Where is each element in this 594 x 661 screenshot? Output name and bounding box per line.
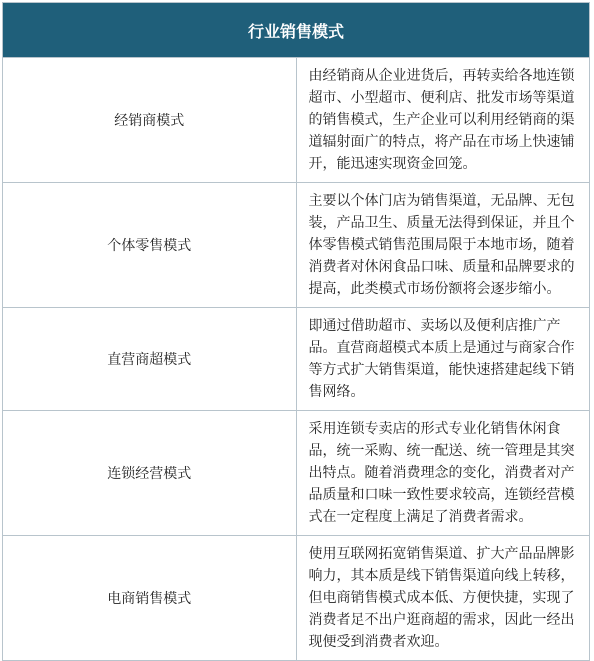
table-row <box>3 183 590 308</box>
row-desc-chain: 采用连锁专卖店的形式专业化销售休闲食品，统一采购、统一配送、统一管理是其突出特点。随着消费理念的变化，消费者对产品质量和口味一致性要求较高，连锁经营模式在一定程度上满足了消费者需求。 <box>296 411 590 536</box>
row-label-distributor: 经销商模式 <box>3 58 297 183</box>
row-label-individual-retail: 个体零售模式 <box>3 183 297 308</box>
table-header: 行业销售模式 <box>3 3 590 58</box>
table-row <box>3 58 590 183</box>
table-row <box>3 411 590 536</box>
sales-model-table <box>2 2 590 661</box>
sales-model-table-container <box>2 2 590 661</box>
table-row <box>3 536 590 661</box>
row-desc-direct-supermarket: 即通过借助超市、卖场以及便利店推广产品。直营商超模式本质上是通过与商家合作等方式扩大销售渠道，能快速搭建起线下销售网络。 <box>296 308 590 411</box>
row-label-direct-supermarket: 直营商超模式 <box>3 308 297 411</box>
table-row <box>3 308 590 411</box>
row-label-chain: 连锁经营模式 <box>3 411 297 536</box>
row-desc-ecommerce: 使用互联网拓宽销售渠道、扩大产品品牌影响力，其本质是线下销售渠道向线上转移，但电商销售模式成本低、方便快捷，实现了消费者足不出户逛商超的需求，因此一经出现便受到消费者欢迎。 <box>296 536 590 661</box>
row-desc-individual-retail: 主要以个体门店为销售渠道，无品牌、无包装，产品卫生、质量无法得到保证，并且个体零售模式销售范围局限于本地市场，随着消费者对休闲食品口味、质量和品牌要求的提高，此类模式市场份额将会逐步缩小。 <box>296 183 590 308</box>
table-header-row <box>3 3 590 58</box>
row-desc-distributor: 由经销商从企业进货后，再转卖给各地连锁超市、小型超市、便利店、批发市场等渠道的销售模式，生产企业可以利用经销商的渠道辐射面广的特点，将产品在市场上快速铺开，能迅速实现资金回笼。 <box>296 58 590 183</box>
row-label-ecommerce: 电商销售模式 <box>3 536 297 661</box>
